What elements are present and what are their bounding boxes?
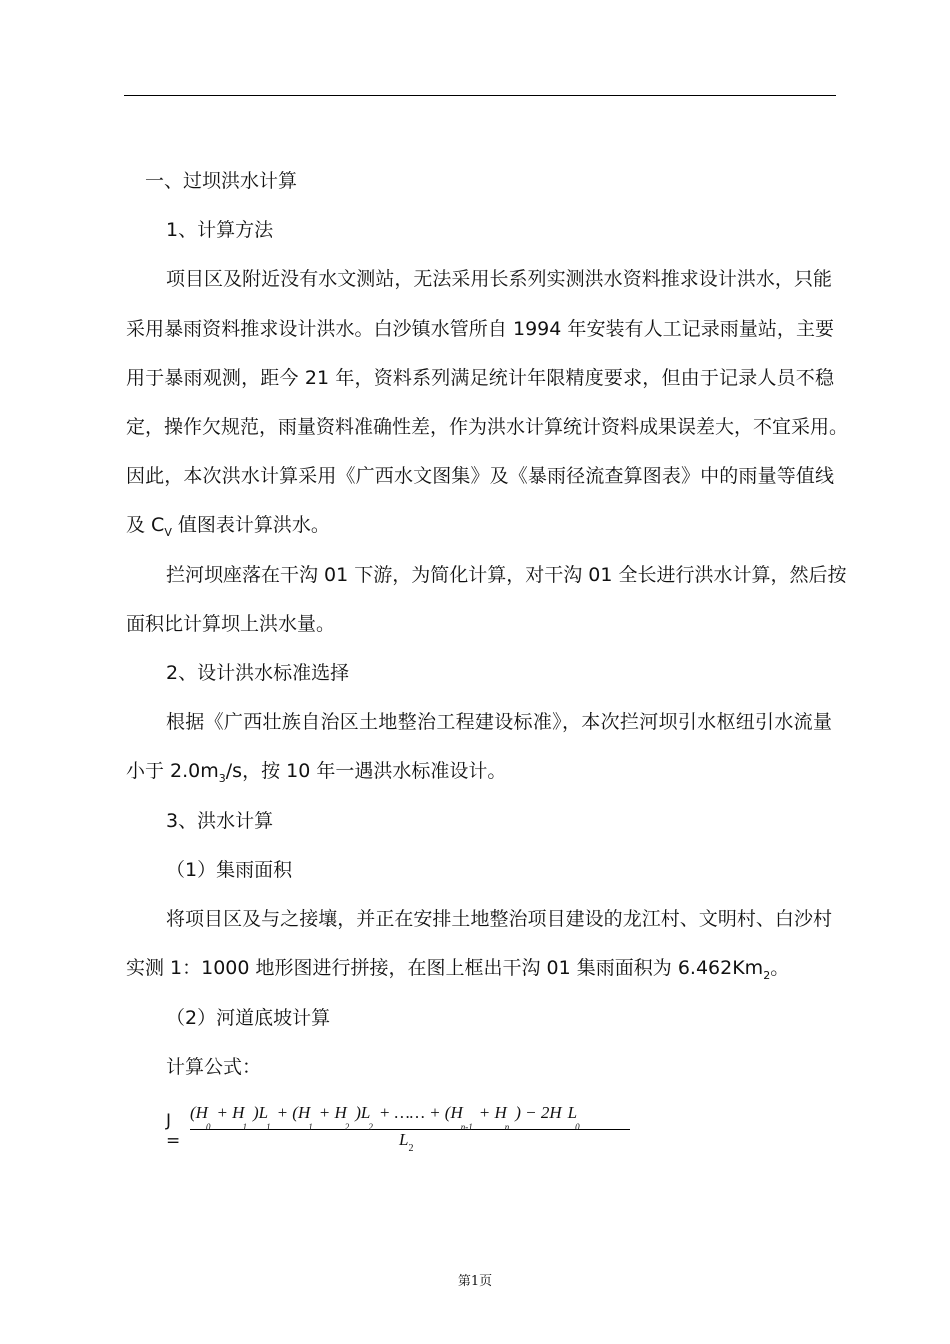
text-fragment: 值图表计算洪水。 [171, 514, 330, 536]
text-fragment: 小于 2.0m [126, 760, 219, 782]
section3-title: 3、洪水计算 [166, 810, 274, 832]
formula-term-subscript: 2 [368, 1122, 373, 1133]
text-fragment: /s，按 10 年一遇洪水标准设计。 [225, 760, 507, 782]
header-rule [124, 95, 836, 96]
formula-term: )L [252, 1103, 269, 1122]
formula-term: (H [190, 1103, 208, 1122]
para1-line: 项目区及附近没有水文测站，无法采用长系列实测洪水资料推求设计洪水，只能 [166, 268, 832, 290]
formula-term: ) − 2H [515, 1103, 562, 1122]
sub2-title: （2）河道底坡计算 [166, 1007, 331, 1029]
sub1-line [126, 957, 790, 982]
formula-term: + (H [276, 1103, 311, 1122]
formula-term: L [567, 1103, 578, 1122]
formula-term-subscript: n-1 [460, 1122, 473, 1133]
section2-line [126, 760, 507, 785]
para2-line: 拦河坝座落在干沟 01 下游，为简化计算，对干沟 01 全长进行洪水计算，然后按 [166, 564, 847, 586]
sub1-line: 将项目区及与之接壤，并正在安排土地整治项目建设的龙江村、文明村、白沙村 [166, 908, 832, 930]
para1-line: 因此，本次洪水计算采用《广西水文图集》及《暴雨径流查算图表》中的雨量等值线 [126, 465, 834, 487]
para2-line: 面积比计算坝上洪水量。 [126, 613, 336, 635]
section2-title: 2、设计洪水标准选择 [166, 662, 350, 684]
formula-term-subscript: 0 [205, 1122, 211, 1133]
denominator-text: L [399, 1130, 409, 1149]
para1-last-line [126, 514, 330, 539]
text-fragment: 及 C [126, 514, 165, 536]
formula-term-subscript: 1 [242, 1122, 247, 1133]
formula-term-subscript: n [504, 1122, 510, 1133]
formula-intro: 计算公式： [166, 1056, 262, 1078]
text-fragment: 。 [770, 957, 790, 979]
formula-term: )L [355, 1103, 371, 1122]
para1-line: 采用暴雨资料推求设计洪水。白沙镇水管所自 1994 年安装有人工记录雨量站，主要 [126, 318, 834, 340]
formula-denominator [399, 1130, 414, 1155]
para1-line: 定，操作欠规范，雨量资料准确性差，作为洪水计算统计资料成果误差大，不宜采用。 [126, 416, 849, 438]
formula-term: + …… + (H [378, 1103, 463, 1122]
para1-line: 用于暴雨观测，距今 21 年，资料系列满足统计年限精度要求，但由于记录人员不稳 [126, 367, 834, 389]
formula-term: + H [216, 1103, 245, 1122]
sub1-title: （1）集雨面积 [166, 859, 293, 881]
section2-line: 根据《广西壮族自治区土地整治工程建设标准》，本次拦河坝引水枢纽引水流量 [166, 711, 832, 733]
heading: 一、过坝洪水计算 [145, 170, 298, 192]
formula-term: + H [478, 1103, 507, 1122]
formula-label: J = [166, 1111, 181, 1151]
text-fragment: 实测 1：1000 地形图进行拼接，在图上框出干沟 01 集雨面积为 6.462Km [126, 957, 764, 979]
page-number: 第1页 [457, 1274, 493, 1289]
formula-numerator [190, 1103, 630, 1133]
formula-term-subscript: 1 [308, 1122, 313, 1133]
unit-subscript: 2 [763, 968, 771, 982]
formula-term-subscript: 1 [266, 1122, 271, 1133]
formula-term: + H [318, 1103, 347, 1122]
formula-term-subscript: 0 [575, 1122, 580, 1133]
cv-subscript: V [164, 525, 172, 539]
section1-title: 1、计算方法 [166, 219, 274, 241]
unit-subscript: 3 [218, 771, 226, 785]
denominator-subscript: 2 [408, 1143, 414, 1155]
formula-term-subscript: 2 [344, 1122, 350, 1133]
